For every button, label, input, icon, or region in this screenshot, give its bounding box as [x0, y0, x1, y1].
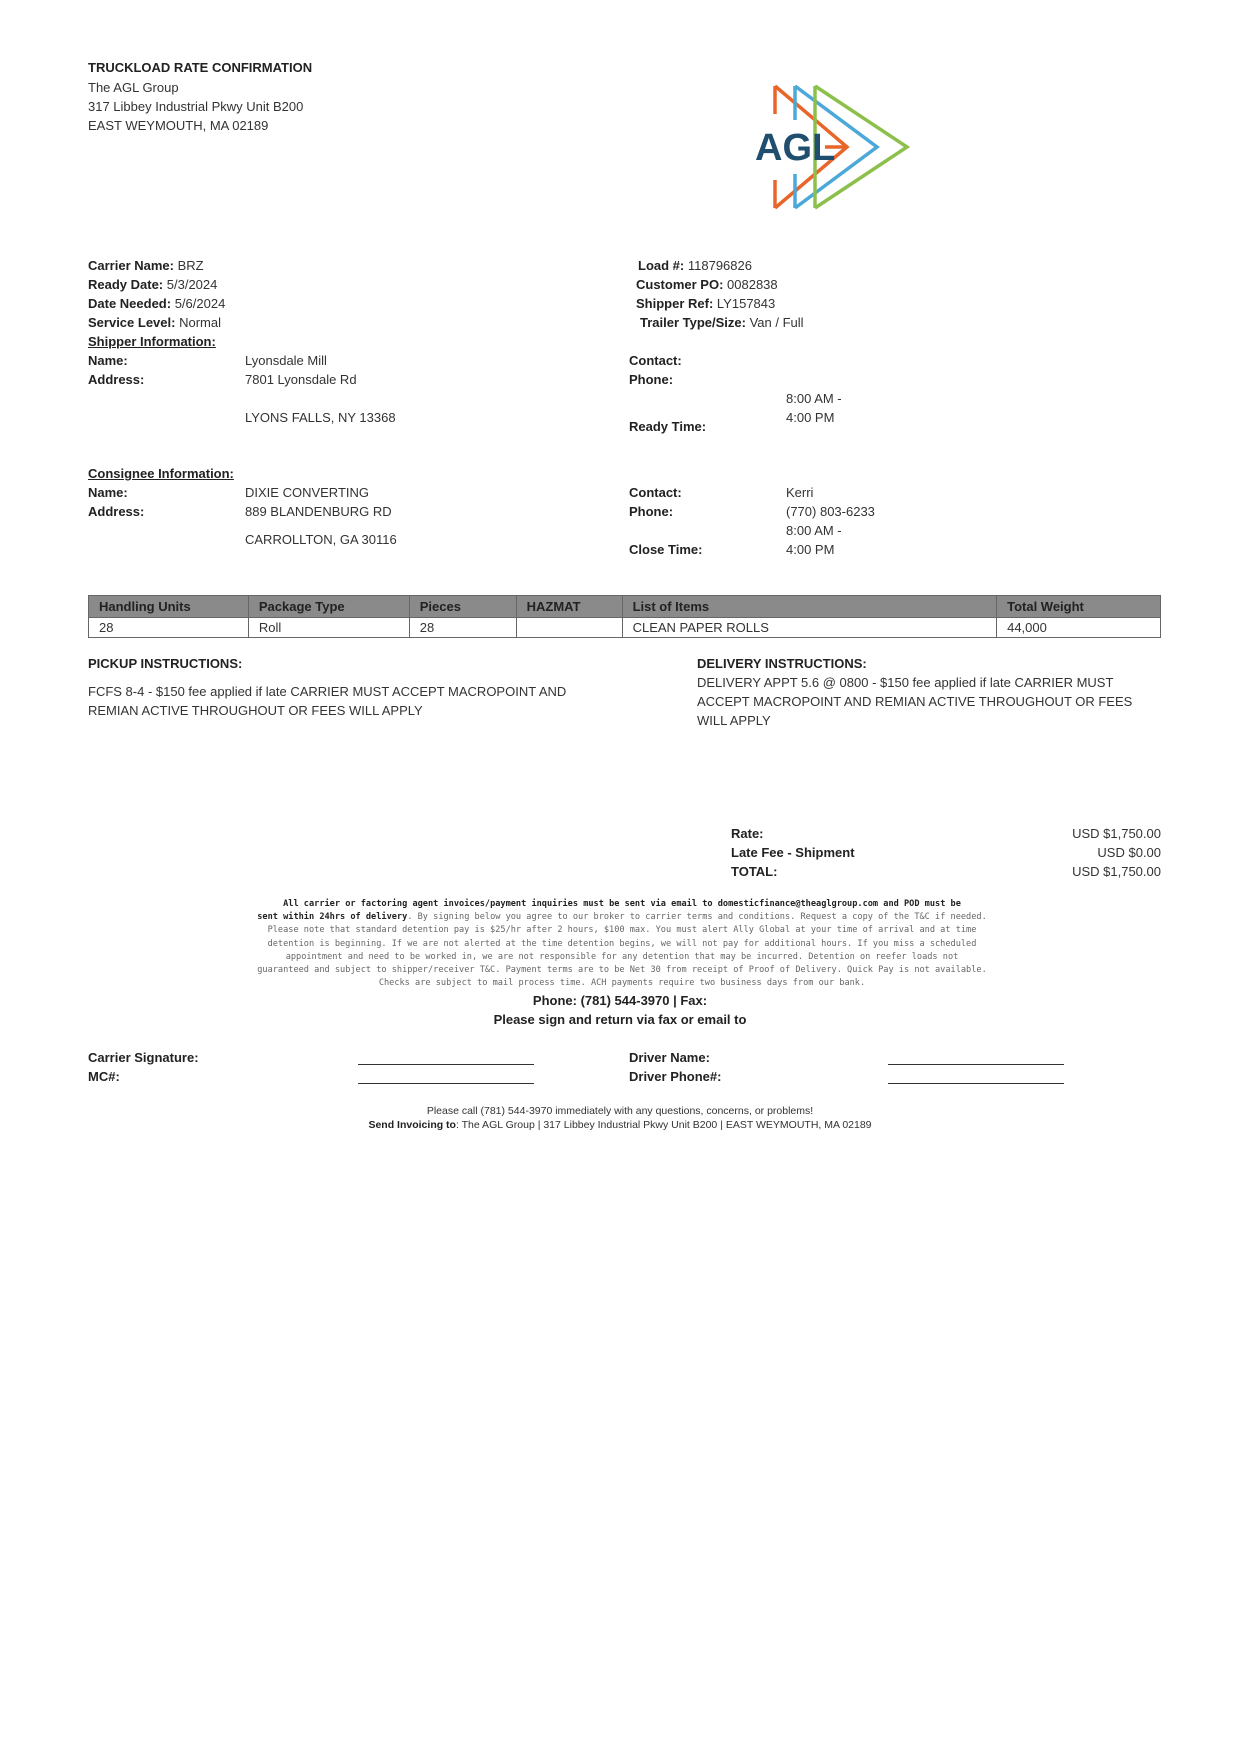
cell-pieces: 28 — [409, 618, 516, 638]
footer-contact-line: Please call (781) 544-3970 immediately with any questions, concerns, or problems! — [426, 1105, 814, 1117]
delivery-instructions-line1: DELIVERY APPT 5.6 @ 0800 - $150 fee applied if late CARRIER MUST — [697, 675, 1114, 690]
carrier-name-label: Carrier Name: — [88, 258, 174, 273]
load-number-value: 118796826 — [687, 258, 752, 273]
consignee-contact-label: Contact: — [629, 485, 682, 500]
driver-phone-line[interactable] — [888, 1083, 1064, 1084]
rate-value: USD $1,750.00 — [1072, 826, 1161, 841]
service-level-row — [88, 313, 221, 332]
mc-number-label: MC#: — [88, 1069, 120, 1084]
date-needed-row — [88, 294, 225, 313]
pickup-instructions-title: PICKUP INSTRUCTIONS: — [88, 656, 243, 671]
late-fee-value: USD $0.00 — [1097, 845, 1161, 860]
delivery-instructions-line2: ACCEPT MACROPOINT AND REMIAN ACTIVE THROUGHOUT OR FEES — [697, 694, 1133, 709]
shipper-time-line1: 8:00 AM - — [786, 391, 842, 406]
cell-list-of-items: CLEAN PAPER ROLLS — [622, 618, 997, 638]
phone-fax-line: Phone: (781) 544-3970 | Fax: — [532, 993, 708, 1008]
consignee-address-label: Address: — [88, 504, 145, 519]
late-fee-label: Late Fee - Shipment — [731, 845, 855, 860]
driver-name-label: Driver Name: — [629, 1050, 710, 1065]
ready-date-label: Ready Date: — [88, 277, 164, 292]
footer-invoicing-label: Send Invoicing to — [368, 1119, 456, 1131]
company-address-line2: EAST WEYMOUTH, MA 02189 — [88, 118, 269, 133]
consignee-address-line1: 889 BLANDENBURG RD — [245, 504, 392, 519]
company-name: The AGL Group — [88, 80, 179, 95]
pickup-instructions-line1: FCFS 8-4 - $150 fee applied if late CARRIER MUST ACCEPT MACROPOINT AND — [88, 684, 567, 699]
col-header-package-type: Package Type — [248, 596, 409, 618]
footer-invoicing-text: : The AGL Group | 317 Libbey Industrial Pkwy Unit B200 | EAST WEYMOUTH, MA 02189 — [455, 1119, 872, 1131]
shipper-name-value: Lyonsdale Mill — [245, 353, 327, 368]
trailer-value: Van / Full — [749, 315, 804, 330]
terms-line4: detention is beginning. If we are not alerted at the time detention begins, we will not pay for additional hours. If you miss a scheduled — [267, 938, 977, 949]
consignee-phone-label: Phone: — [629, 504, 674, 519]
load-number-label: Load #: — [638, 258, 685, 273]
mc-number-line[interactable] — [358, 1083, 534, 1084]
load-number-row — [638, 256, 752, 275]
pickup-instructions-line2: REMIAN ACTIVE THROUGHOUT OR FEES WILL APPLY — [88, 703, 423, 718]
ready-date-value: 5/3/2024 — [166, 277, 218, 292]
sign-return-line: Please sign and return via fax or email to — [493, 1012, 747, 1027]
cell-handling-units: 28 — [89, 618, 249, 638]
carrier-name-row — [88, 256, 204, 275]
service-level-label: Service Level: — [88, 315, 176, 330]
cell-package-type: Roll — [248, 618, 409, 638]
shipper-ref-row — [636, 294, 775, 313]
shipper-time-line2: 4:00 PM — [786, 410, 835, 425]
carrier-signature-label: Carrier Signature: — [88, 1050, 199, 1065]
cell-hazmat — [516, 618, 622, 638]
date-needed-label: Date Needed: — [88, 296, 172, 311]
consignee-name-value: DIXIE CONVERTING — [245, 485, 370, 500]
total-label: TOTAL: — [731, 864, 778, 879]
col-header-handling-units: Handling Units — [89, 596, 249, 618]
consignee-section-title: Consignee Information: — [88, 466, 234, 481]
trailer-row — [640, 313, 804, 332]
company-address-line1: 317 Libbey Industrial Pkwy Unit B200 — [88, 99, 304, 114]
col-header-total-weight: Total Weight — [997, 596, 1161, 618]
items-table — [88, 595, 1161, 638]
terms-line5: appointment and need to be worked in, we are not responsible for any detention that may be incurred. Detention on reefer loads not — [285, 951, 959, 962]
terms-paragraph — [222, 898, 1022, 990]
document-title: TRUCKLOAD RATE CONFIRMATION — [88, 60, 313, 75]
customer-po-label: Customer PO: — [636, 277, 724, 292]
shipper-address-label: Address: — [88, 372, 145, 387]
shipper-section-title: Shipper Information: — [88, 334, 216, 349]
col-header-hazmat: HAZMAT — [516, 596, 622, 618]
footer-invoicing-line — [0, 1119, 1240, 1131]
shipper-phone-label: Phone: — [629, 372, 674, 387]
customer-po-row — [636, 275, 778, 294]
terms-line2-bold: sent within 24hrs of delivery — [257, 912, 408, 923]
rate-label: Rate: — [731, 826, 764, 841]
service-level-value: Normal — [179, 315, 221, 330]
carrier-signature-line[interactable] — [358, 1064, 534, 1065]
terms-line7: Checks are subject to mail process time. ACH payments require two business days from our bank. — [378, 978, 866, 989]
delivery-instructions-line3: WILL APPLY — [697, 713, 771, 728]
shipper-ready-time-label: Ready Time: — [629, 419, 707, 434]
total-value: USD $1,750.00 — [1072, 864, 1161, 879]
terms-line1: All carrier or factoring agent invoices/payment inquiries must be sent via email to domesticfinance@theaglgroup.com and POD must be — [283, 899, 961, 909]
col-header-list-of-items: List of Items — [622, 596, 997, 618]
consignee-close-time-label: Close Time: — [629, 542, 703, 557]
table-row — [89, 618, 1161, 638]
items-table-header — [89, 596, 1161, 618]
terms-line2-rest: . By signing below you agree to our broker to carrier terms and conditions. Request a copy of the T&C if needed. — [407, 912, 987, 923]
consignee-address-line2: CARROLLTON, GA 30116 — [245, 532, 397, 547]
logo-text: AGL — [755, 127, 836, 169]
shipper-ref-label: Shipper Ref: — [636, 296, 714, 311]
carrier-name-value: BRZ — [177, 258, 204, 273]
shipper-address-line1: 7801 Lyonsdale Rd — [245, 372, 357, 387]
shipper-contact-label: Contact: — [629, 353, 682, 368]
consignee-name-label: Name: — [88, 485, 128, 500]
cell-total-weight: 44,000 — [997, 618, 1161, 638]
terms-line3: Please note that standard detention pay is $25/hr after 2 hours, $100 max. You must alert Ally Global at your time of arrival and at time — [267, 925, 977, 936]
agl-logo — [755, 82, 945, 212]
consignee-time-line2: 4:00 PM — [786, 542, 835, 557]
terms-line2 — [222, 911, 1022, 924]
consignee-time-line1: 8:00 AM - — [786, 523, 842, 538]
driver-name-line[interactable] — [888, 1064, 1064, 1065]
col-header-pieces: Pieces — [409, 596, 516, 618]
shipper-ref-value: LY157843 — [716, 296, 776, 311]
date-needed-value: 5/6/2024 — [174, 296, 226, 311]
trailer-label: Trailer Type/Size: — [640, 315, 746, 330]
customer-po-value: 0082838 — [727, 277, 778, 292]
consignee-phone-value: (770) 803-6233 — [786, 504, 875, 519]
ready-date-row — [88, 275, 217, 294]
shipper-address-line2: LYONS FALLS, NY 13368 — [245, 410, 396, 425]
shipper-name-label: Name: — [88, 353, 128, 368]
delivery-instructions-title: DELIVERY INSTRUCTIONS: — [697, 656, 867, 671]
driver-phone-label: Driver Phone#: — [629, 1069, 722, 1084]
terms-line6: guaranteed and subject to shipper/receiver T&C. Payment terms are to be Net 30 from receipt of Proof of Delivery. Quick Pay is not available. — [257, 965, 987, 976]
consignee-contact-value: Kerri — [786, 485, 814, 500]
